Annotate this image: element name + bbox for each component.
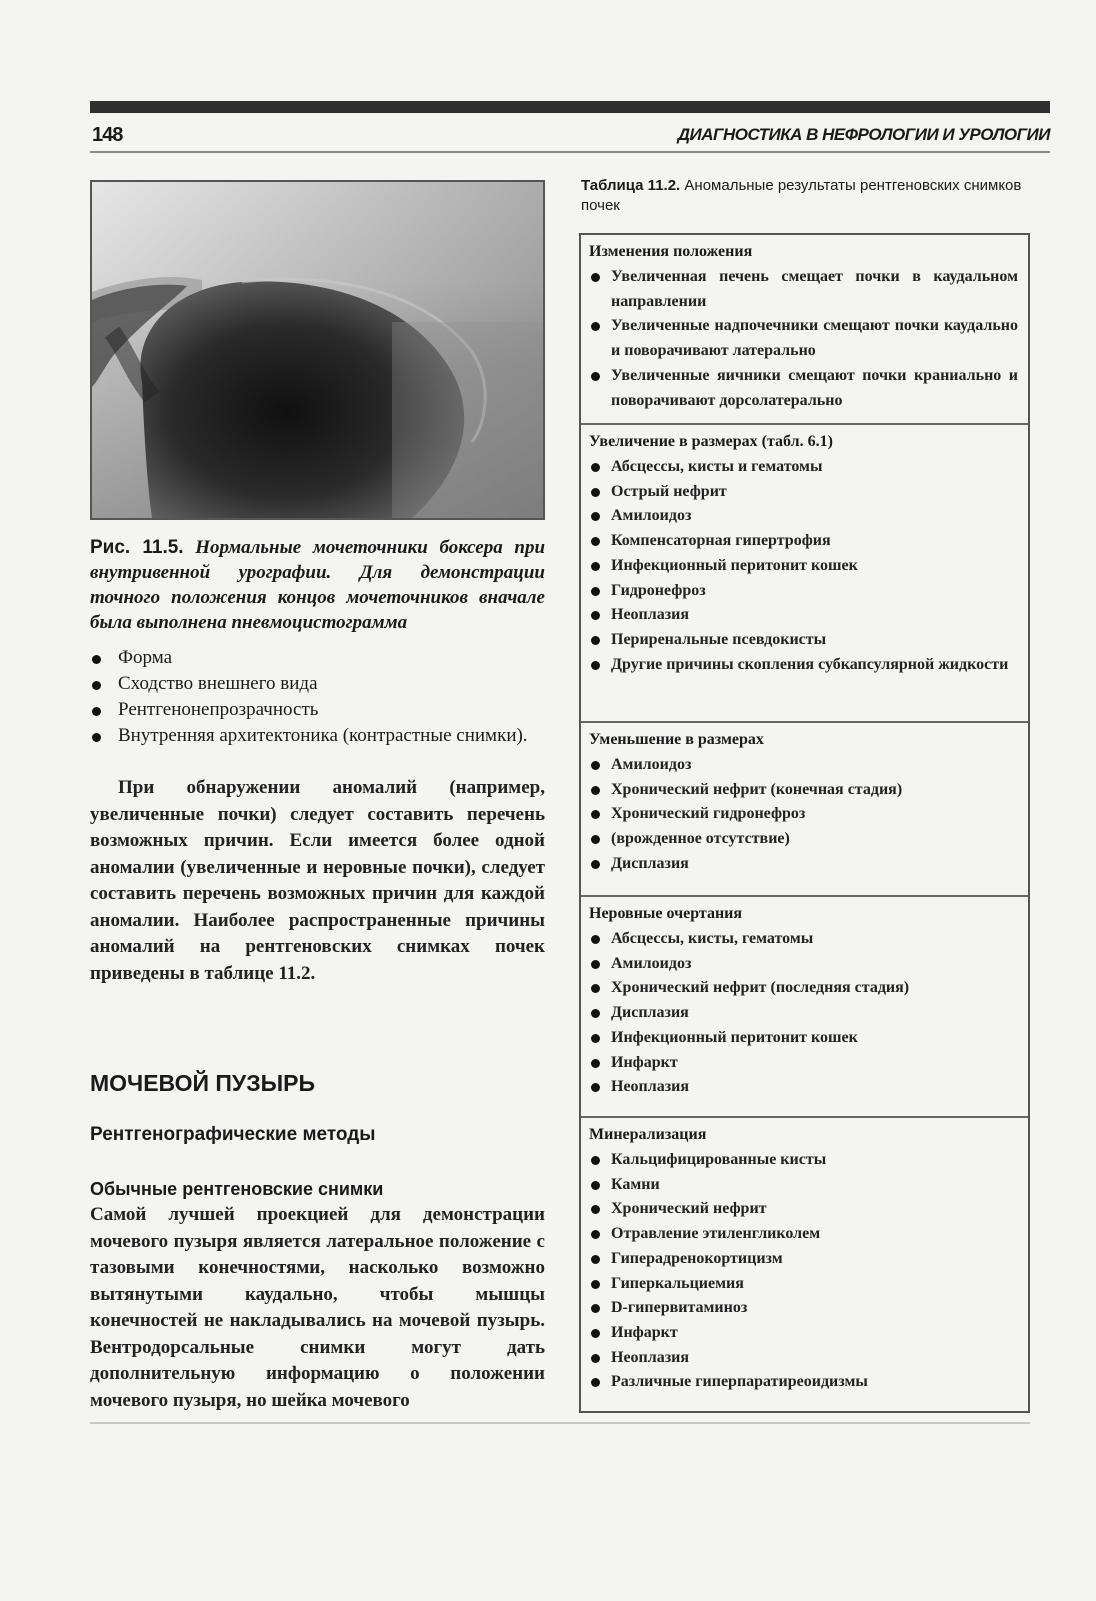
table-item: Острый нефрит	[589, 480, 1018, 505]
table-item: Другие причины скопления субкапсулярной жидкости	[589, 653, 1018, 678]
table-section	[581, 235, 1028, 413]
table-item: Увеличенные яичники смещают почки краниально и поворачивают дорсолатерально	[589, 364, 1018, 413]
subsection-title: Рентгенографические методы	[90, 1124, 376, 1145]
table-item: Различные гиперпаратиреоидизмы	[589, 1370, 1018, 1395]
list-item: Сходство внешнего вида	[90, 671, 545, 697]
list-item: Форма	[90, 645, 545, 671]
table-item: Хронический гидронефроз	[589, 802, 1018, 827]
table-section	[581, 1116, 1028, 1395]
top-bar	[90, 101, 1050, 113]
xray-image	[92, 182, 543, 518]
figure-caption	[90, 535, 545, 635]
table-section	[581, 721, 1028, 877]
body-paragraph-1: При обнаружении аномалий (например, увеличенные почки) следует составить перечень возможных причин. Если имеется более одной аномалии (увеличенные и неровные почки), следует составить перечень возможных причин для каждой аномалии. Наиболее распространенные причины аномалий на рентгеновских снимках почек приведены в таблице 11.2.	[90, 777, 545, 984]
list-item: Внутренняя архитектоника (контрастные снимки).	[90, 723, 545, 749]
table-item: Неоплазия	[589, 1346, 1018, 1371]
table-section	[581, 895, 1028, 1100]
table-section-heading: Уменьшение в размерах	[589, 731, 764, 748]
table-item: Увеличенные надпочечники смещают почки каудально и поворачивают латерально	[589, 314, 1018, 363]
table-item: Инфаркт	[589, 1051, 1018, 1076]
page-number: 148	[92, 124, 123, 146]
figure-label: Рис. 11.5.	[90, 537, 184, 558]
table-item: Неоплазия	[589, 603, 1018, 628]
table-item: Гиперадренокортицизм	[589, 1247, 1018, 1272]
table-item: Отравление этиленгликолем	[589, 1222, 1018, 1247]
table-item: Кальцифицированные кисты	[589, 1148, 1018, 1173]
running-header: ДИАГНОСТИКА В НЕФРОЛОГИИ И УРОЛОГИИ	[677, 125, 1050, 144]
table-section-heading: Увеличение в размерах (табл. 6.1)	[589, 433, 833, 450]
table-section-heading: Изменения положения	[589, 243, 753, 260]
table-item: Дисплазия	[589, 852, 1018, 877]
left-bullet-list	[90, 645, 545, 749]
bottom-rule	[90, 1422, 1030, 1424]
table-item: Амилоидоз	[589, 753, 1018, 778]
table-item: Гидронефроз	[589, 579, 1018, 604]
subsubsection-title: Обычные рентгеновские снимки	[90, 1179, 384, 1199]
table-item: Гиперкальциемия	[589, 1272, 1018, 1297]
table-item: D-гипервитаминоз	[589, 1296, 1018, 1321]
header-rule	[90, 151, 1050, 153]
table-item: Периренальные псевдокисты	[589, 628, 1018, 653]
xray-figure	[90, 180, 545, 520]
table-item: Увеличенная печень смещает почки в каудальном направлении	[589, 265, 1018, 314]
table-item: Хронический нефрит	[589, 1197, 1018, 1222]
table-item: Камни	[589, 1173, 1018, 1198]
table-label: Таблица 11.2.	[581, 177, 681, 194]
table-item: Амилоидоз	[589, 504, 1018, 529]
table-item: Абсцессы, кисты, гематомы	[589, 927, 1018, 952]
list-item: Рентгенонепрозрачность	[90, 697, 545, 723]
abnormalities-table	[579, 233, 1030, 1413]
table-item: Инфекционный перитонит кошек	[589, 554, 1018, 579]
body-paragraph-2: Самой лучшей проекцией для демонстрации мочевого пузыря является латеральное положение с тазовыми конечностями, насколько возможно вытянутыми каудально, чтобы мышцы конечностей не накладывались на мочевой пузырь. Вентродорсальные снимки могут дать дополнительную информацию о положении мочевого пузыря, но шейка мочевого	[90, 1204, 545, 1411]
table-item: Инфекционный перитонит кошек	[589, 1026, 1018, 1051]
figure-caption-text: Нормальные мочеточники боксера при внутривенной урографии. Для демонстрации точного положения концов мочеточников вначале была выполнена пневмоцистограмма	[90, 537, 546, 633]
table-item: Компенсаторная гипертрофия	[589, 529, 1018, 554]
section-title: МОЧЕВОЙ ПУЗЫРЬ	[90, 1070, 316, 1096]
table-section-heading: Минерализация	[589, 1126, 707, 1143]
table-item: Хронический нефрит (последняя стадия)	[589, 976, 1018, 1001]
table-section-heading: Неровные очертания	[589, 905, 743, 922]
table-item: Амилоидоз	[589, 952, 1018, 977]
table-item: (врожденное отсутствие)	[589, 827, 1018, 852]
table-item: Неоплазия	[589, 1075, 1018, 1100]
table-item: Абсцессы, кисты и гематомы	[589, 455, 1018, 480]
table-caption	[581, 176, 1031, 216]
table-section	[581, 423, 1028, 677]
table-item: Инфаркт	[589, 1321, 1018, 1346]
table-item: Хронический нефрит (конечная стадия)	[589, 778, 1018, 803]
table-item: Дисплазия	[589, 1001, 1018, 1026]
table-title: Аномальные результаты рентгеновских снимков почек	[581, 177, 1022, 214]
